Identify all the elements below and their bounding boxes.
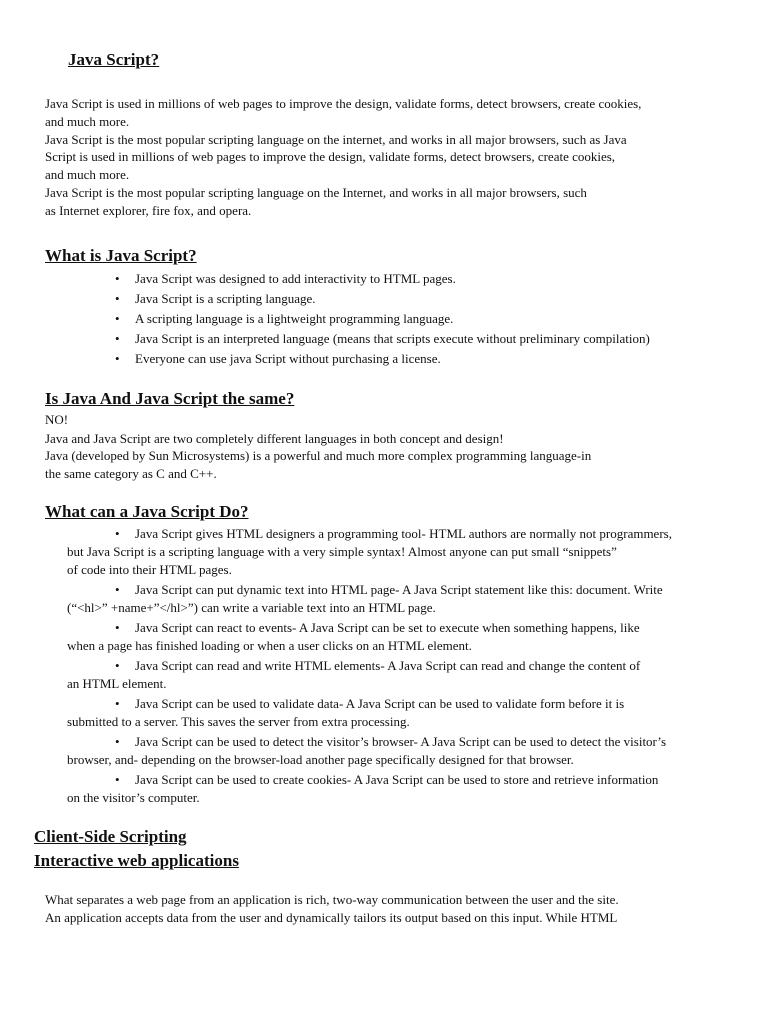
bullet-icon: •: [115, 526, 120, 541]
list-item: • A scripting language is a lightweight programming language.: [115, 309, 650, 329]
heading-interactive-web-applications: Interactive web applications: [34, 851, 239, 870]
answer-no: NO!: [45, 412, 69, 427]
can-do-item: • Java Script can be used to create cookies- A Java Script can be used to store and retrieve information on the visitor’s computer.: [67, 772, 659, 805]
intro-line: and much more.: [45, 113, 130, 129]
intro-paragraph: [45, 95, 641, 220]
bullet-icon: •: [115, 582, 120, 597]
list-item: • Java Script is a scripting language.: [115, 289, 650, 309]
same-line-1: Java and Java Script are two completely different languages in both concept and design!: [45, 431, 504, 446]
can-do-item: • Java Script can be used to detect the visitor’s browser- A Java Script can be used to detect the visitor’s browser, and- depending on the browser-load another page specifically designed for that browser.: [67, 734, 667, 767]
bullet-icon: •: [115, 331, 120, 347]
can-do-item: • Java Script can react to events- A Java Script can be set to execute when something happens, like when a page has finished loading or when a user clicks on an HTML element.: [67, 620, 640, 653]
final-paragraph: [45, 891, 619, 927]
can-do-item: • Java Script can be used to validate data- A Java Script can be used to validate form before it is submitted to a server. This saves the server from extra processing.: [67, 696, 625, 729]
heading-java-vs-javascript: Is Java And Java Script the same?: [45, 389, 295, 408]
heading-what-is-java-script: What is Java Script?: [45, 246, 197, 265]
intro-line: Java Script is the most popular scripting language on the Internet, and works in all major browsers, such: [45, 184, 587, 200]
bullet-icon: •: [115, 734, 120, 749]
same-paragraph: [45, 447, 591, 483]
heading-client-side-scripting: Client-Side Scripting: [34, 827, 187, 846]
bullet-icon: •: [115, 351, 120, 367]
what-is-list: [115, 269, 650, 369]
intro-line: Java Script is the most popular scripting language on the internet, and works in all major browsers, such as Java: [45, 131, 627, 147]
can-do-item: • Java Script can read and write HTML elements- A Java Script can read and change the content of an HTML element.: [67, 658, 641, 691]
intro-line: Script is used in millions of web pages to improve the design, validate forms, detect browsers, create cookies,: [45, 149, 616, 165]
bullet-icon: •: [115, 620, 120, 635]
same-line-3: the same category as C and C++.: [45, 465, 217, 481]
bullet-icon: •: [115, 291, 120, 307]
bullet-icon: •: [115, 311, 120, 327]
list-item: • Java Script was designed to add interactivity to HTML pages.: [115, 269, 650, 289]
heading-what-can-javascript-do: What can a Java Script Do?: [45, 502, 249, 521]
final-line: What separates a web page from an application is rich, two-way communication between the user and the site.: [45, 892, 619, 907]
can-do-item: • Java Script gives HTML designers a programming tool- HTML authors are normally not programmers, but Java Script is a scripting language with a very simple syntax! Almost anyone can put small “snippets” of code into their HTML pages.: [67, 526, 672, 577]
list-item: • Java Script is an interpreted language (means that scripts execute without preliminary compilation): [115, 329, 650, 349]
bullet-icon: •: [115, 271, 120, 286]
intro-line: as Internet explorer, fire fox, and opera.: [45, 202, 252, 218]
bullet-icon: •: [115, 696, 120, 711]
intro-line: Java Script is used in millions of web pages to improve the design, validate forms, detect browsers, create cookies,: [45, 96, 642, 111]
heading-java-script: Java Script?: [68, 50, 160, 69]
final-line: An application accepts data from the user and dynamically tailors its output based on this input. While HTML: [45, 910, 618, 925]
list-item: • Everyone can use java Script without purchasing a license.: [115, 349, 650, 369]
intro-line: and much more.: [45, 167, 130, 183]
same-line-2: Java (developed by Sun Microsystems) is a powerful and much more complex programming language-in: [45, 448, 592, 463]
bullet-icon: •: [115, 772, 120, 787]
can-do-item: • Java Script can put dynamic text into HTML page- A Java Script statement like this: document. Write (“<hl>” +name+”</hl>”) can write a variable text into an HTML page.: [67, 582, 663, 615]
bullet-icon: •: [115, 658, 120, 673]
